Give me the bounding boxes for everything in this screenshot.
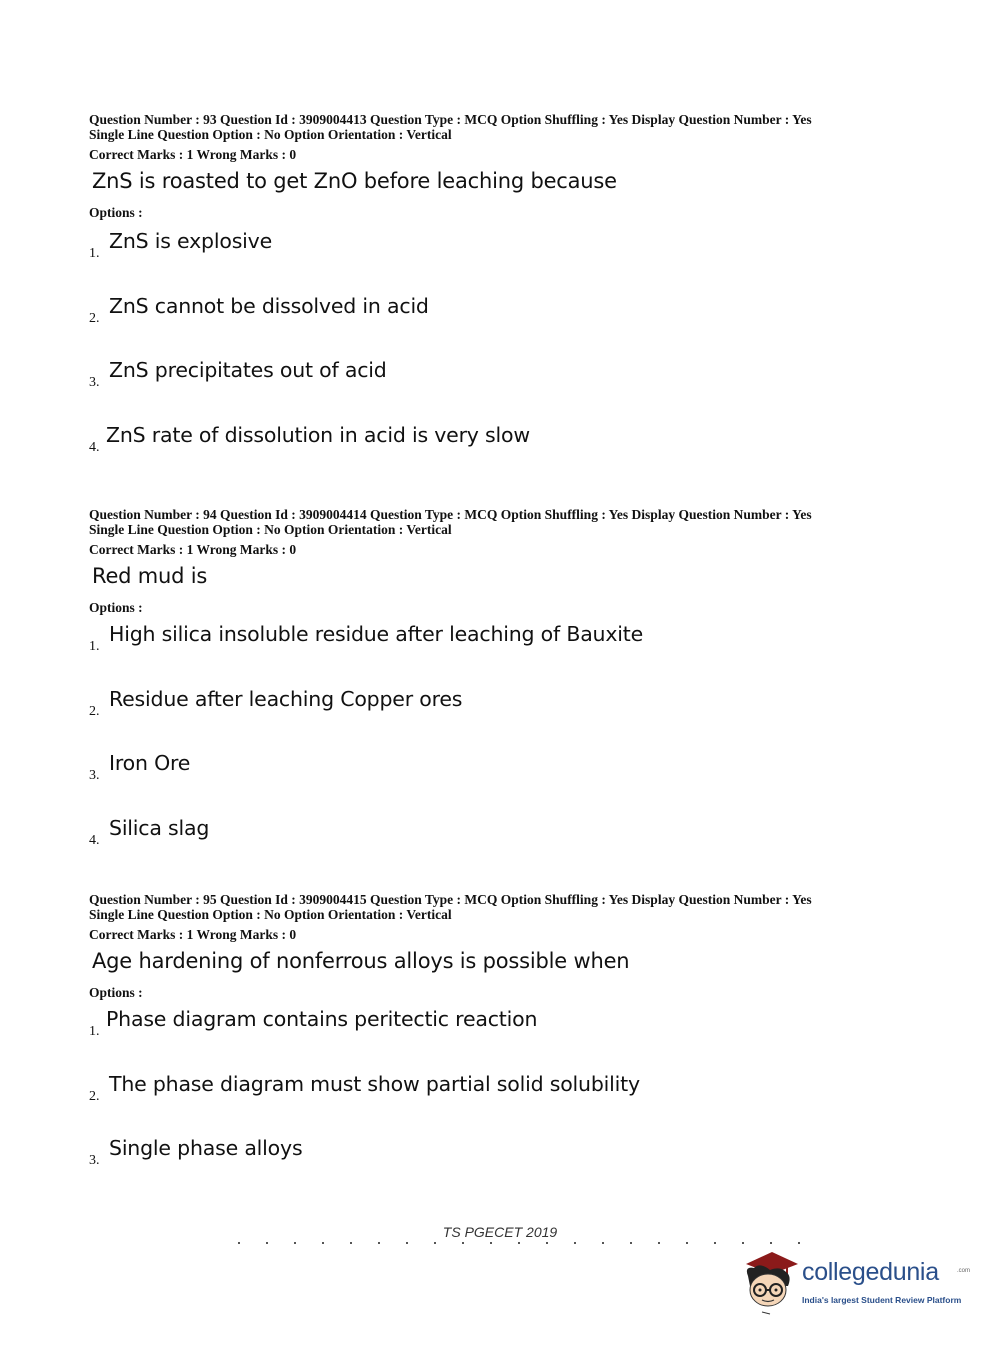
option-number: 2. bbox=[89, 310, 100, 326]
question-text: Age hardening of nonferrous alloys is possible when bbox=[92, 949, 630, 973]
question-text: Red mud is bbox=[92, 564, 208, 588]
collegedunia-logo bbox=[740, 1246, 970, 1316]
option-number: 2. bbox=[89, 703, 100, 719]
question-block-95 bbox=[89, 892, 909, 1201]
option-text: Single phase alloys bbox=[109, 1136, 303, 1160]
question-meta: Question Number : 94 Question Id : 3909004414 Question Type : MCQ Option Shuffling : Yes Display Question Number : Yes bbox=[89, 507, 812, 522]
option-4 bbox=[89, 423, 909, 488]
options-list bbox=[89, 622, 909, 880]
options-label: Options : bbox=[89, 985, 143, 1000]
option-text: ZnS cannot be dissolved in acid bbox=[109, 293, 429, 318]
logo-tagline: India's largest Student Review Platform bbox=[802, 1295, 962, 1305]
option-1 bbox=[89, 1007, 909, 1072]
option-3 bbox=[89, 751, 909, 816]
question-meta-2: Single Line Question Option : No Option Orientation : Vertical bbox=[89, 907, 452, 922]
question-meta: Question Number : 93 Question Id : 3909004413 Question Type : MCQ Option Shuffling : Yes Display Question Number : Yes bbox=[89, 112, 812, 127]
option-2 bbox=[89, 1072, 909, 1137]
option-text: Silica slag bbox=[109, 815, 210, 840]
option-1 bbox=[89, 622, 909, 687]
question-marks: Correct Marks : 1 Wrong Marks : 0 bbox=[89, 147, 297, 162]
question-text: ZnS is roasted to get ZnO before leaching because bbox=[92, 169, 617, 193]
question-meta-2: Single Line Question Option : No Option Orientation : Vertical bbox=[89, 127, 452, 142]
options-label: Options : bbox=[89, 205, 143, 220]
option-1 bbox=[89, 229, 909, 294]
option-text: Phase diagram contains peritectic reaction bbox=[106, 1007, 538, 1031]
option-number: 3. bbox=[89, 375, 100, 390]
question-block-93 bbox=[89, 112, 909, 487]
option-number: 3. bbox=[89, 1153, 100, 1168]
option-number: 1. bbox=[89, 1024, 100, 1039]
option-text: Iron Ore bbox=[109, 751, 191, 775]
graduate-mascot-icon bbox=[740, 1246, 802, 1316]
options-label: Options : bbox=[89, 600, 143, 615]
logo-wordmark: collegedunia bbox=[802, 1258, 939, 1286]
option-3 bbox=[89, 1136, 909, 1201]
options-list bbox=[89, 1007, 909, 1201]
question-meta: Question Number : 95 Question Id : 3909004415 Question Type : MCQ Option Shuffling : Yes Display Question Number : Yes bbox=[89, 892, 812, 907]
option-number: 2. bbox=[89, 1088, 100, 1104]
option-number: 3. bbox=[89, 768, 100, 783]
option-number: 4. bbox=[89, 832, 100, 848]
question-marks: Correct Marks : 1 Wrong Marks : 0 bbox=[89, 927, 297, 942]
logo-domain-suffix: .com bbox=[957, 1268, 971, 1274]
options-list bbox=[89, 229, 909, 487]
option-number: 1. bbox=[89, 639, 100, 654]
option-2 bbox=[89, 687, 909, 752]
option-2 bbox=[89, 294, 909, 359]
option-text: Residue after leaching Copper ores bbox=[109, 686, 463, 711]
option-text: The phase diagram must show partial solid solubility bbox=[109, 1071, 640, 1096]
option-text: ZnS rate of dissolution in acid is very slow bbox=[106, 422, 530, 447]
option-number: 1. bbox=[89, 246, 100, 261]
option-text: ZnS is explosive bbox=[109, 229, 273, 253]
option-text: High silica insoluble residue after leaching of Bauxite bbox=[109, 622, 644, 646]
option-text: ZnS precipitates out of acid bbox=[109, 358, 387, 382]
question-block-94 bbox=[89, 507, 909, 880]
footer-exam-title: TS PGECET 2019 bbox=[442, 1224, 558, 1240]
option-3 bbox=[89, 358, 909, 423]
question-meta-2: Single Line Question Option : No Option Orientation : Vertical bbox=[89, 522, 452, 537]
question-marks: Correct Marks : 1 Wrong Marks : 0 bbox=[89, 542, 297, 557]
footer-dotted-divider bbox=[238, 1242, 818, 1244]
option-4 bbox=[89, 816, 909, 881]
option-number: 4. bbox=[89, 439, 100, 455]
